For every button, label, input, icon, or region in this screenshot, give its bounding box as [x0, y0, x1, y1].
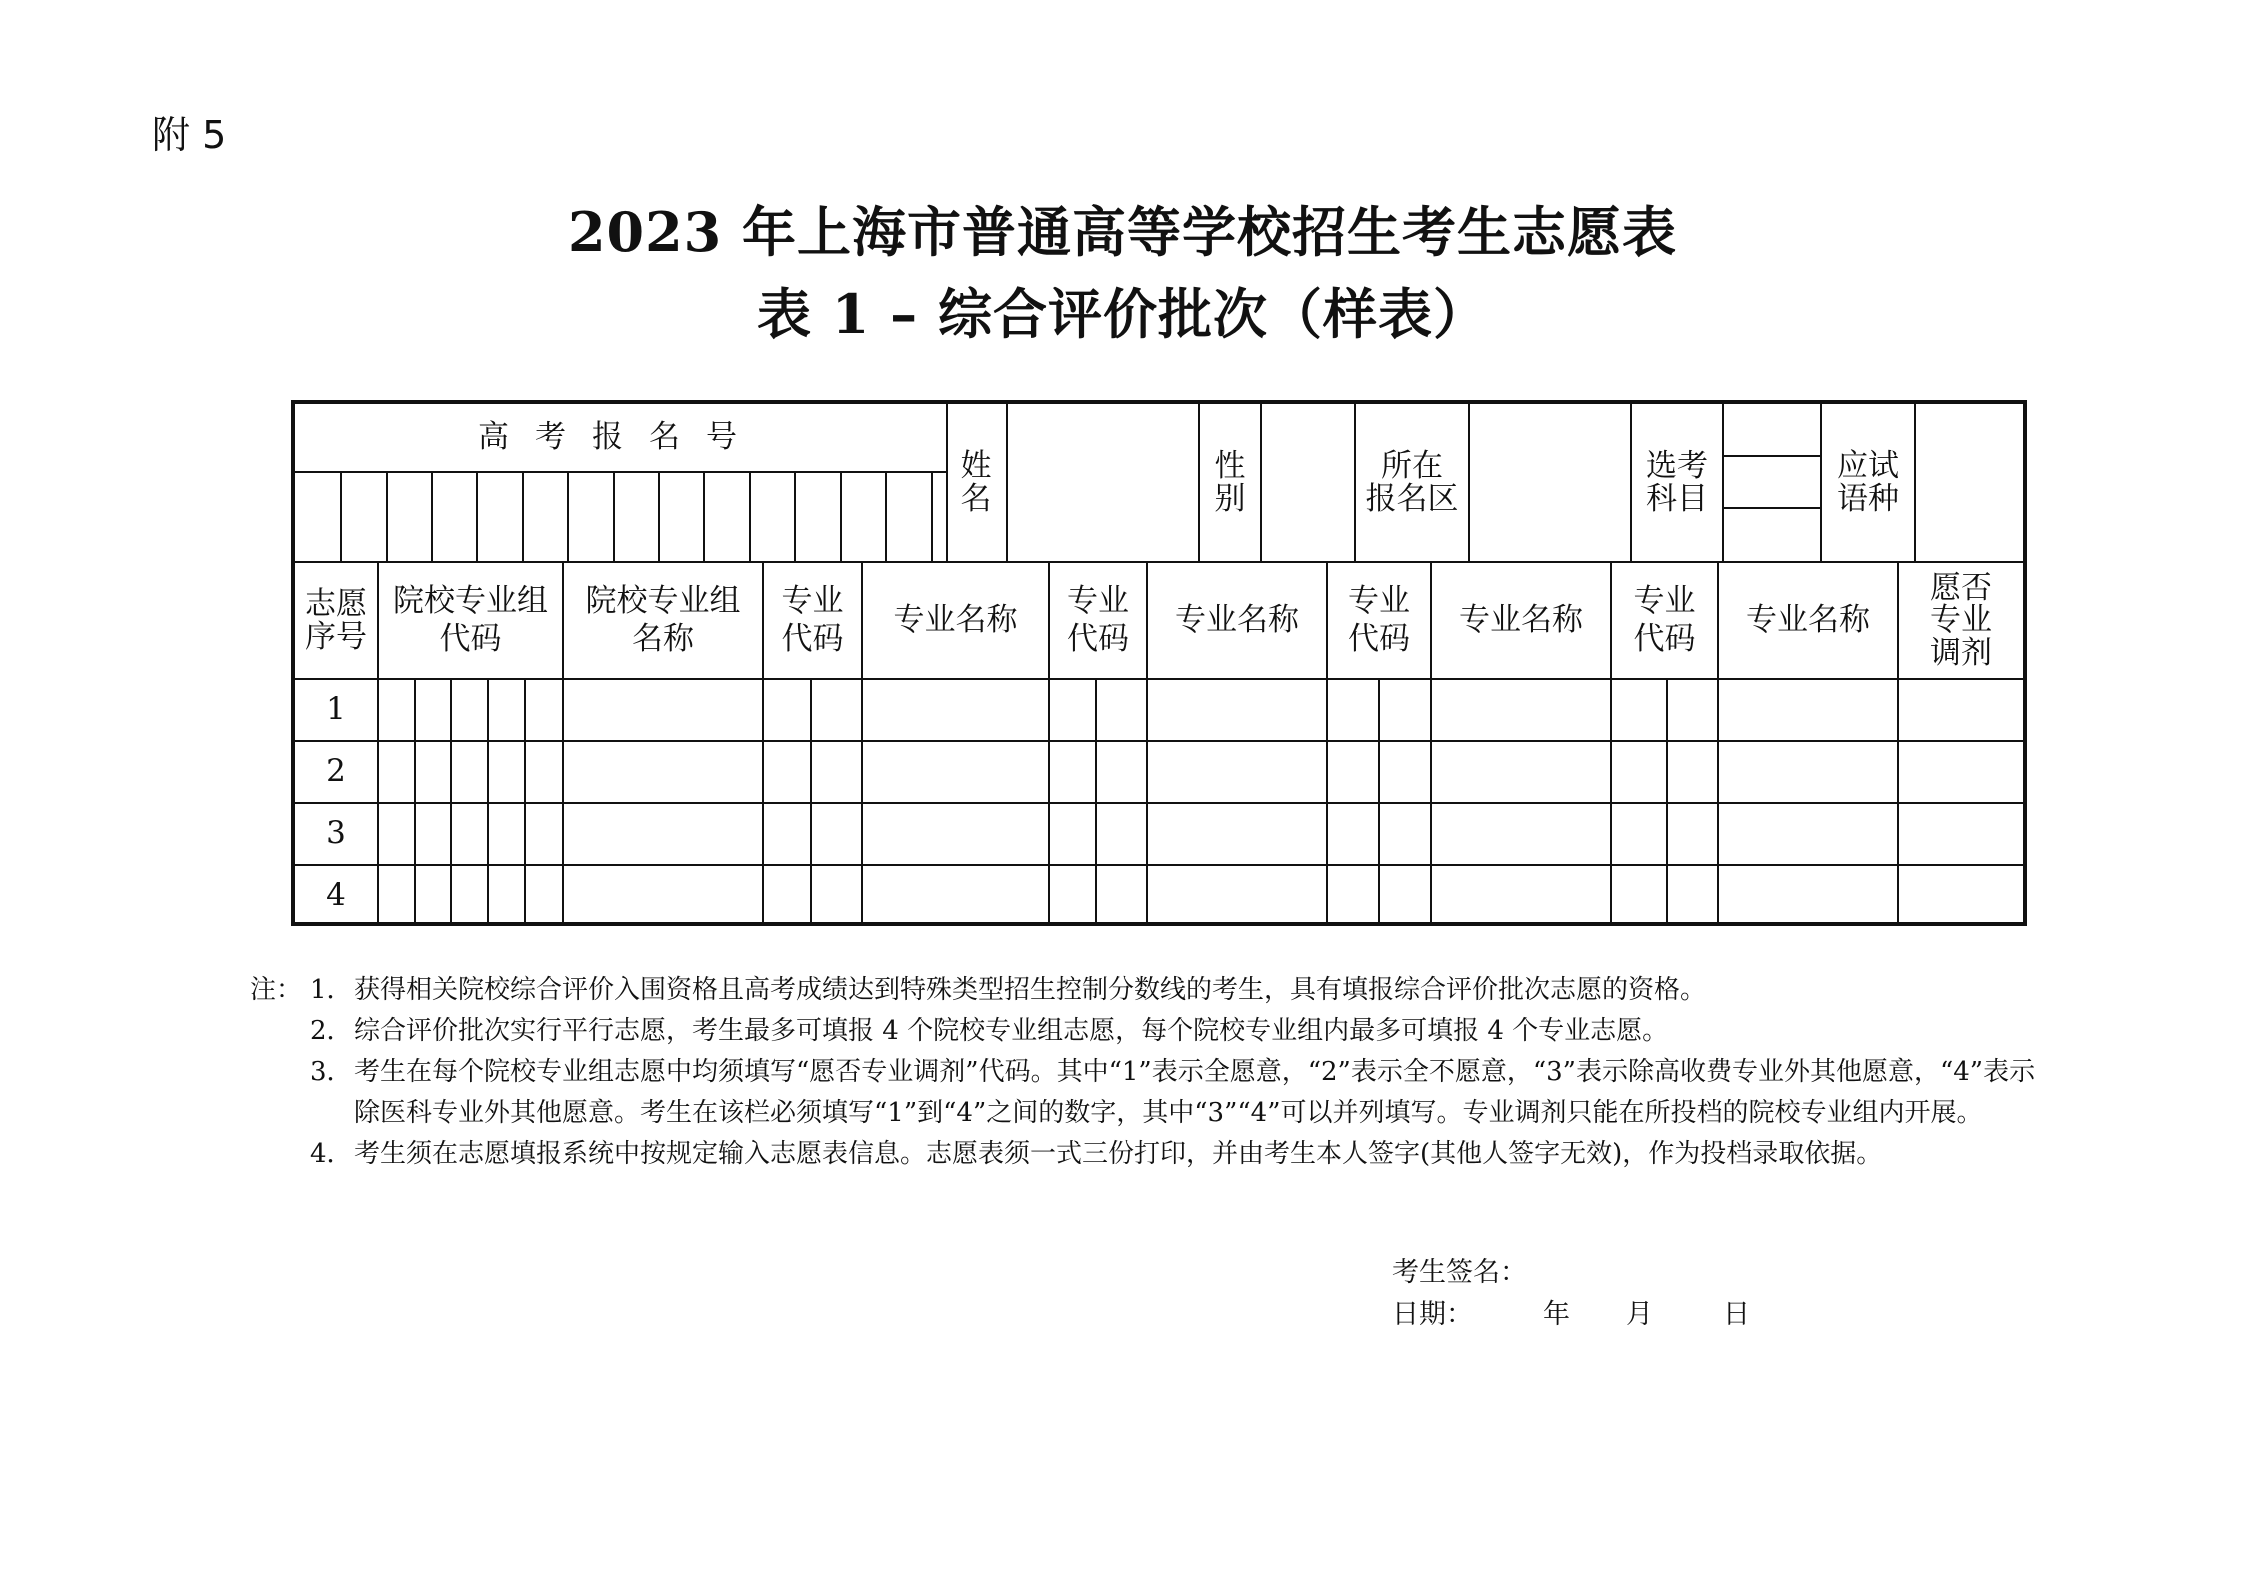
subjects-field[interactable] — [1724, 404, 1820, 561]
exam-digit-divider — [885, 471, 887, 561]
note-item — [250, 1052, 2050, 1134]
code-digit-divider — [487, 678, 489, 926]
grid-line — [1146, 561, 1148, 926]
exam-digit-divider — [476, 471, 478, 561]
code-digit-divider — [1666, 678, 1668, 926]
exam-digit-divider — [658, 471, 660, 561]
row-number-1: 1 — [326, 691, 346, 728]
col-seq-header: 志愿 序号 — [305, 585, 367, 655]
grid-line — [1198, 404, 1200, 561]
note-text: 考生在每个院校专业组志愿中均须填写“愿否专业调剂”代码。其中“1”表示全愿意，“2”表示全不愿意，“3”表示除高收费专业外其他愿意，“4”表示除医科专业外其他愿意。考生在该栏必须填写“1”到“4”之间的数字，其中“3”“4”可以并列填写。专业调剂只能在所投档的院校专业组内开展。 — [354, 1057, 2036, 1128]
note-text: 考生须在志愿填报系统中按规定输入志愿表信息。志愿表须一式三份打印，并由考生本人签字(其他人签字无效)，作为投档录取依据。 — [354, 1139, 1883, 1169]
language-field[interactable] — [1916, 404, 2023, 561]
code-digit-divider — [524, 678, 526, 926]
notes-prefix: 注： — [250, 975, 303, 1005]
page-title: 2023 年上海市普通高等学校招生考生志愿表 — [567, 200, 1678, 264]
exam-digit-divider — [840, 471, 842, 561]
grid-line — [1914, 404, 1916, 561]
note-item — [250, 1011, 2050, 1052]
gender-field[interactable] — [1262, 404, 1354, 561]
grid-line — [1610, 561, 1612, 926]
signature-label: 考生签名： — [1392, 1257, 1527, 1288]
col-major-code-header-3: 专业 代码 — [1348, 582, 1410, 657]
code-digit-divider — [1378, 678, 1380, 926]
grid-line — [1722, 507, 1820, 509]
exam-digit-divider — [613, 471, 615, 561]
grid-line — [295, 471, 946, 473]
row-number-2: 2 — [326, 753, 346, 790]
col-major-name-header-2: 专业名称 — [1175, 601, 1299, 638]
code-digit-divider — [1095, 678, 1097, 926]
date-label: 日期： — [1392, 1299, 1473, 1330]
note-number: 4． — [310, 1139, 353, 1169]
date-day: 日 — [1723, 1299, 1750, 1330]
row-number-4: 4 — [326, 877, 346, 914]
date-line[interactable] — [1392, 1294, 1750, 1336]
grid-line — [1630, 404, 1632, 561]
row-divider — [295, 864, 2023, 866]
application-form-table — [291, 400, 2027, 926]
note-number: 3． — [310, 1057, 353, 1087]
exam-digit-divider — [522, 471, 524, 561]
grid-line — [1430, 561, 1432, 926]
notes-section — [250, 970, 2050, 1175]
code-digit-divider — [414, 678, 416, 926]
col-major-code-header-1: 专业 代码 — [781, 582, 844, 657]
grid-line — [1326, 561, 1328, 926]
exam-digit-divider — [794, 471, 796, 561]
note-number: 1． — [310, 975, 353, 1005]
date-year: 年 — [1543, 1299, 1570, 1330]
code-digit-divider — [450, 678, 452, 926]
exam-digit-divider — [749, 471, 751, 561]
grid-line — [861, 561, 863, 926]
grid-line — [1260, 404, 1262, 561]
col-major-code-header-4: 专业 代码 — [1633, 582, 1696, 657]
grid-line — [1897, 561, 1899, 926]
grid-line — [1354, 404, 1356, 561]
subjects-label: 选考 科目 — [1646, 447, 1708, 517]
district-field[interactable] — [1470, 404, 1630, 561]
grid-line — [1717, 561, 1719, 926]
exam-number-label: 高考报名号 — [478, 419, 763, 456]
exam-digit-divider — [703, 471, 705, 561]
grid-line — [295, 561, 2023, 563]
col-group-name-header: 院校专业组 名称 — [585, 582, 741, 657]
page-subtitle: 表 1 – 综合评价批次（样表） — [757, 282, 1488, 346]
name-field[interactable] — [1008, 404, 1198, 561]
gender-label: 性 别 — [1214, 447, 1246, 517]
note-number: 2． — [310, 1016, 353, 1046]
note-item — [250, 1134, 2050, 1175]
exam-digit-divider — [431, 471, 433, 561]
date-month: 月 — [1626, 1299, 1653, 1330]
grid-line — [946, 404, 948, 561]
attachment-label: 附 5 — [152, 113, 227, 157]
row-number-3: 3 — [326, 815, 346, 852]
col-major-name-header-3: 专业名称 — [1459, 601, 1583, 638]
grid-line — [1048, 561, 1050, 926]
exam-digit-divider — [386, 471, 388, 561]
grid-line — [1006, 404, 1008, 561]
row-divider — [295, 802, 2023, 804]
grid-line — [1468, 404, 1470, 561]
language-label: 应试 语种 — [1837, 447, 1899, 517]
grid-line — [1722, 455, 1820, 457]
exam-digit-divider — [931, 471, 933, 561]
exam-digit-divider — [340, 471, 342, 561]
grid-line — [1820, 404, 1822, 561]
col-group-code-header: 院校专业组 代码 — [393, 582, 548, 657]
signature-block — [1392, 1252, 1750, 1336]
note-item — [250, 970, 2050, 1011]
exam-digit-divider — [567, 471, 569, 561]
row-divider — [295, 740, 2023, 742]
col-major-code-header-2: 专业 代码 — [1067, 582, 1129, 657]
code-digit-divider — [810, 678, 812, 926]
signature-line[interactable] — [1392, 1252, 1750, 1294]
grid-line — [562, 561, 564, 926]
note-text: 综合评价批次实行平行志愿，考生最多可填报 4 个院校专业组志愿，每个院校专业组内最多可填报 4 个专业志愿。 — [354, 1016, 1669, 1046]
col-major-name-header-4: 专业名称 — [1746, 601, 1870, 638]
note-text: 获得相关院校综合评价入围资格且高考成绩达到特殊类型招生控制分数线的考生，具有填报综合评价批次志愿的资格。 — [354, 975, 1707, 1005]
name-label: 姓 名 — [960, 447, 992, 517]
grid-line — [1722, 404, 1724, 561]
grid-line — [762, 561, 764, 926]
district-label: 所在 报名区 — [1365, 447, 1459, 517]
col-major-name-header-1: 专业名称 — [893, 601, 1018, 638]
col-adjust-header: 愿否 专业 调剂 — [1930, 569, 1992, 671]
grid-line — [377, 561, 379, 926]
grid-line — [295, 678, 2023, 680]
